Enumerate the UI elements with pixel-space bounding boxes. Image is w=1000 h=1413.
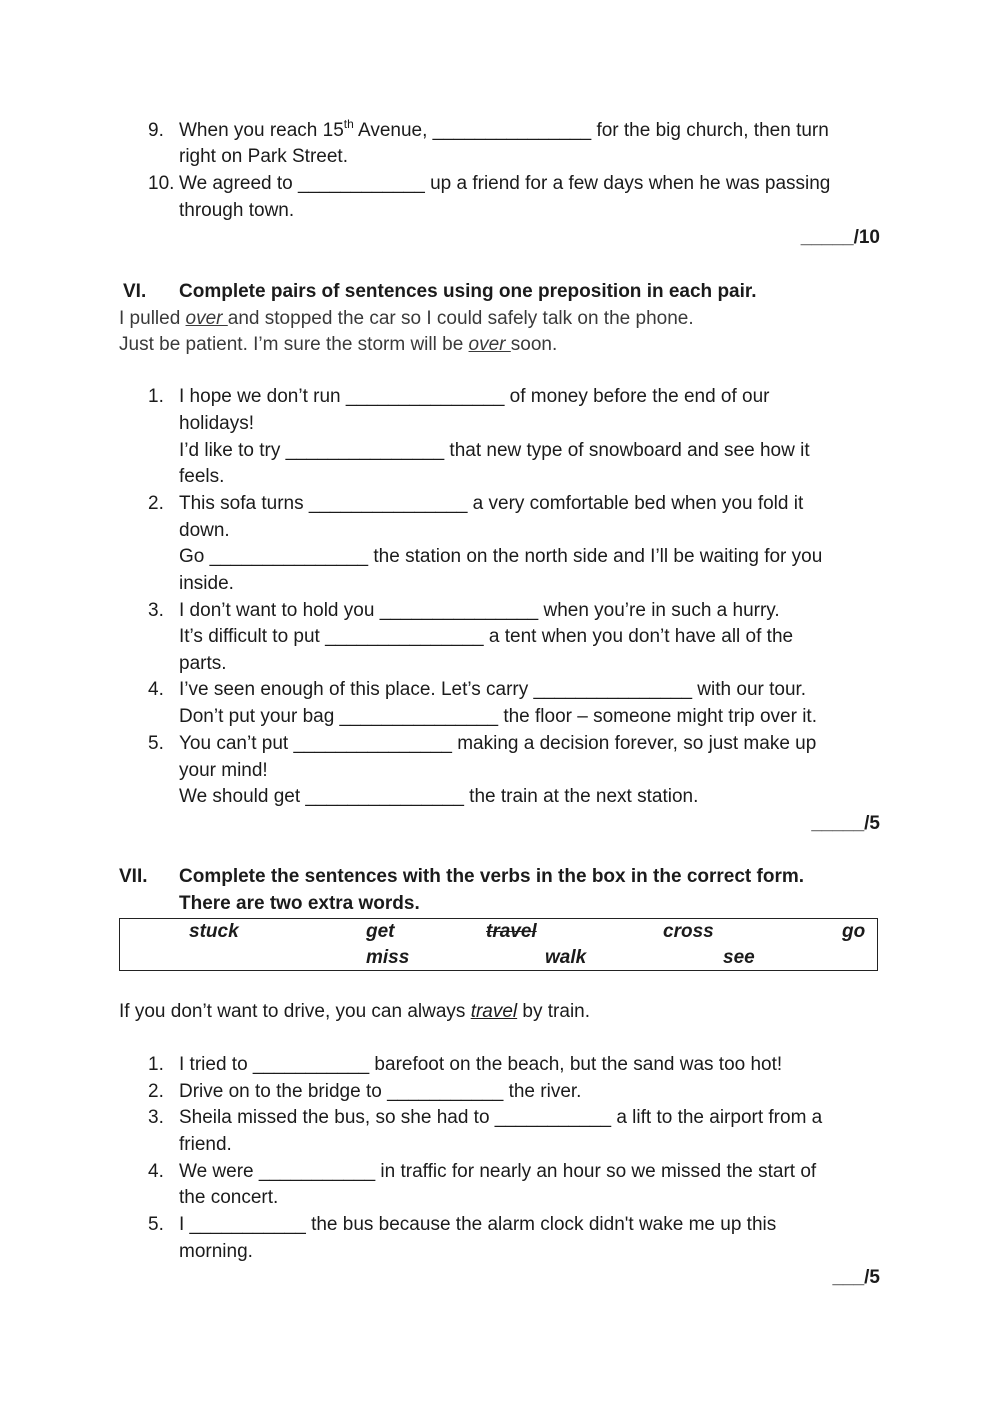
section-roman-numeral: VI.	[123, 281, 147, 302]
item-number: 3.	[148, 1107, 164, 1128]
word-box-item: stuck	[189, 921, 239, 942]
item-number: 4.	[148, 679, 164, 700]
item-text: right on Park Street.	[179, 146, 348, 167]
item-text: I tried to ___________ barefoot on the beach, but the sand was too hot!	[179, 1054, 783, 1075]
item-text-part: Avenue, _______________ for the big church, then turn	[353, 120, 829, 141]
item-text: holidays!	[179, 413, 254, 434]
item-number: 2.	[148, 1081, 164, 1102]
example-text: I pulled	[119, 308, 186, 329]
section-score: ___/5	[832, 1267, 880, 1288]
item-text: Go _______________ the station on the north side and I’ll be waiting for you	[179, 546, 823, 567]
example-text: Just be patient. I’m sure the storm will be	[119, 334, 469, 355]
item-text: inside.	[179, 573, 234, 594]
item-text: We should get _______________ the train at the next station.	[179, 786, 699, 807]
word-box-item-used: travel	[486, 921, 537, 942]
example-sentence	[119, 332, 557, 359]
example-answer: over	[468, 334, 511, 355]
item-number: 4.	[148, 1161, 164, 1182]
example-text: by train.	[517, 1001, 591, 1022]
item-text: parts.	[179, 653, 227, 674]
item-number: 1.	[148, 1054, 164, 1075]
section-instruction: Complete the sentences with the verbs in the box in the correct form.	[179, 866, 805, 887]
item-text	[179, 118, 829, 145]
ordinal-suffix: th	[343, 116, 354, 131]
example-sentence	[119, 999, 590, 1026]
item-text: Don’t put your bag _______________ the floor – someone might trip over it.	[179, 706, 817, 727]
word-box-item: get	[366, 921, 395, 942]
item-text: the concert.	[179, 1187, 279, 1208]
item-number: 5.	[148, 1214, 164, 1235]
item-text: I’d like to try _______________ that new type of snowboard and see how it	[179, 440, 810, 461]
item-text-part: When you reach 15	[179, 120, 344, 141]
section-instruction: There are two extra words.	[179, 893, 420, 914]
item-number: 1.	[148, 386, 164, 407]
example-text: soon.	[510, 334, 558, 355]
item-text: morning.	[179, 1241, 253, 1262]
section-score: _____/10	[800, 227, 880, 248]
word-box	[119, 918, 878, 971]
item-text: It’s difficult to put _______________ a tent when you don’t have all of the	[179, 626, 794, 647]
word-box-item: cross	[663, 921, 714, 942]
word-box-item: go	[842, 921, 866, 942]
example-text: and stopped the car so I could safely talk on the phone.	[227, 308, 694, 329]
item-text: down.	[179, 520, 230, 541]
item-text: friend.	[179, 1134, 232, 1155]
item-text: We were ___________ in traffic for nearly an hour so we missed the start of	[179, 1161, 817, 1182]
item-number: 9.	[148, 120, 164, 141]
item-text: feels.	[179, 466, 225, 487]
item-text: I’ve seen enough of this place. Let’s carry _______________ with our tour.	[179, 679, 807, 700]
item-number: 3.	[148, 600, 164, 621]
item-number: 5.	[148, 733, 164, 754]
item-text: I hope we don’t run _______________ of money before the end of our	[179, 386, 770, 407]
word-box-item: see	[723, 947, 755, 968]
section-score: _____/5	[811, 813, 880, 834]
item-text: You can’t put _______________ making a decision forever, so just make up	[179, 733, 817, 754]
example-answer: over	[185, 308, 228, 329]
item-number: 10.	[148, 173, 175, 194]
item-text: Drive on to the bridge to ___________ the river.	[179, 1081, 582, 1102]
item-text: I ___________ the bus because the alarm clock didn't wake me up this	[179, 1214, 777, 1235]
item-text: through town.	[179, 200, 295, 221]
item-number: 2.	[148, 493, 164, 514]
item-text: your mind!	[179, 760, 268, 781]
item-text: We agreed to ____________ up a friend for a few days when he was passing	[179, 173, 831, 194]
word-box-item: miss	[366, 947, 410, 968]
section-instruction: Complete pairs of sentences using one preposition in each pair.	[179, 281, 757, 302]
item-text: Sheila missed the bus, so she had to ___________ a lift to the airport from a	[179, 1107, 823, 1128]
item-text: This sofa turns _______________ a very comfortable bed when you fold it	[179, 493, 804, 514]
word-box-item: walk	[545, 947, 587, 968]
example-text: If you don’t want to drive, you can always	[119, 1001, 471, 1022]
example-answer: travel	[470, 1001, 518, 1022]
section-roman-numeral: VII.	[119, 866, 148, 887]
item-text: I don’t want to hold you _______________ when you’re in such a hurry.	[179, 600, 780, 621]
example-sentence	[119, 306, 694, 333]
